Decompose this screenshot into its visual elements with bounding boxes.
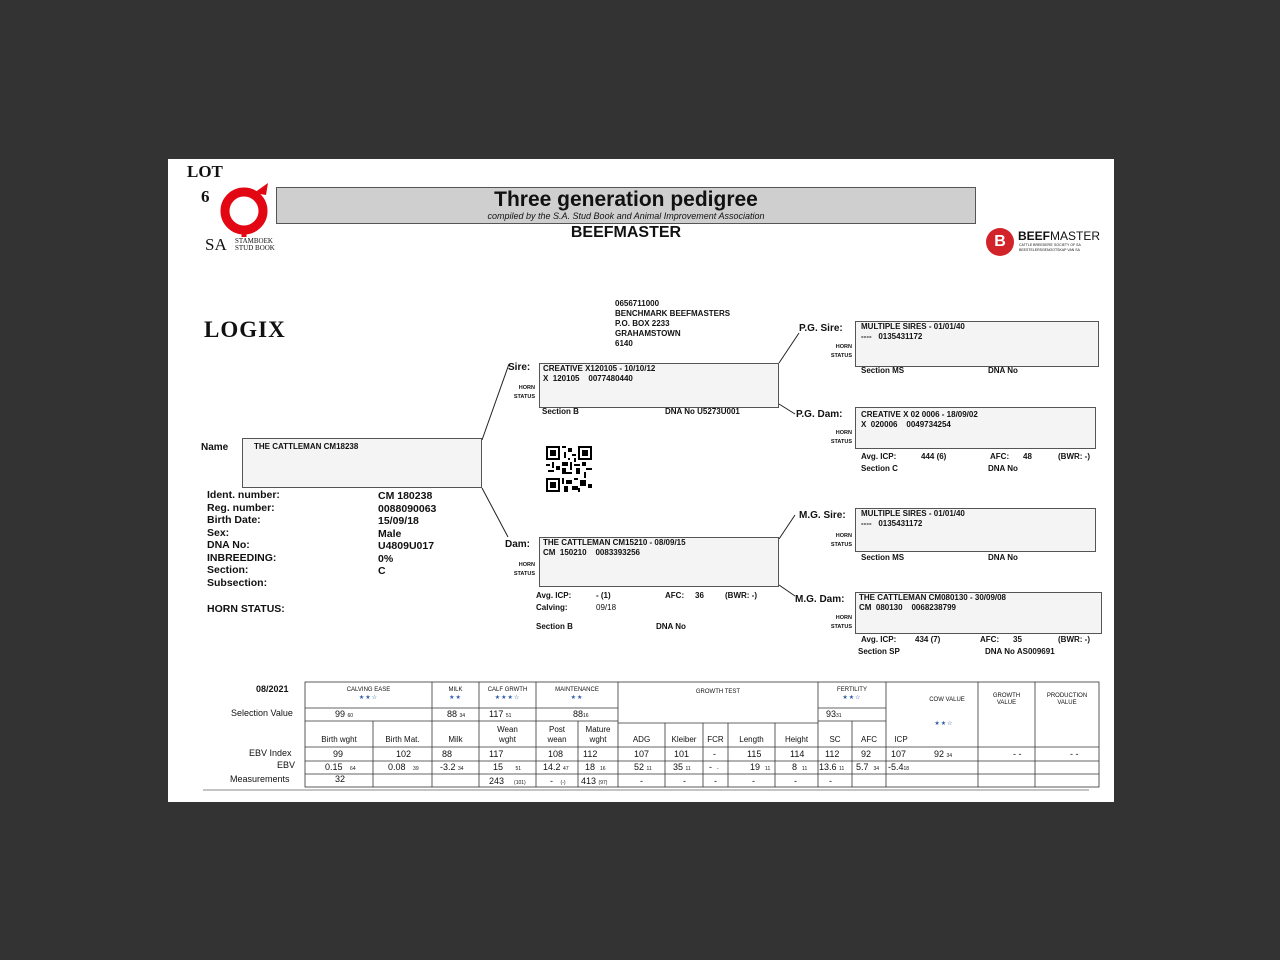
- meas-length: -: [752, 776, 755, 786]
- sire-line1: CREATIVE X120105 - 10/10/12: [543, 364, 656, 373]
- section-label: Section:: [207, 564, 249, 576]
- mg-dam-line2: CM 080130 0068238799: [859, 603, 956, 612]
- breeder-town: GRAHAMSTOWN: [615, 329, 681, 338]
- animal-name-label: Name: [201, 442, 229, 453]
- inbreeding-label: INBREEDING:: [207, 551, 277, 564]
- sa-logo-line1: STAMBOEK: [235, 237, 273, 245]
- ebv-kleiber: 35 11: [673, 762, 691, 772]
- hdr-calving-ease: CALVING EASE: [346, 687, 391, 693]
- pg-dam-section: Section C: [861, 464, 898, 473]
- ebvi-adg: 107: [634, 749, 650, 759]
- pg-sire-dna: DNA No: [988, 366, 1018, 375]
- hdr-calf-growth: CALF GRWTH: [487, 687, 528, 693]
- ebv-mature: 18 16: [585, 762, 606, 772]
- reg-label: Reg. number:: [207, 501, 275, 514]
- mg-dam-afc: 35: [1013, 635, 1022, 644]
- sel-milk: 88 34: [447, 709, 466, 719]
- sa-logo-text: SA: [205, 235, 227, 254]
- pg-sire-line1: MULTIPLE SIRES - 01/01/40: [861, 322, 965, 331]
- col-post-wean: Post wean: [547, 725, 567, 744]
- breed-title: BEEFMASTER: [570, 224, 682, 241]
- hdr-maintenance: MAINTENANCE: [555, 687, 599, 693]
- mg-sire-dna: DNA No: [988, 553, 1018, 562]
- hdr-milk: MILK: [448, 687, 463, 693]
- sex-label: Sex:: [207, 526, 230, 539]
- dam-bwr: (BWR: -): [725, 591, 757, 600]
- page-title: Three generation pedigree: [494, 188, 758, 211]
- ebvi-length: 115: [747, 749, 762, 759]
- ebvi-milk: 88: [442, 749, 453, 759]
- mg-dam-afc-label: AFC:: [980, 635, 1000, 644]
- meas-adg: -: [640, 776, 643, 786]
- hdr-growth-test: GROWTH TEST: [695, 689, 741, 695]
- col-sc: SC: [829, 735, 841, 744]
- sel-fertility: 9331: [826, 709, 842, 719]
- col-birth-mat: Birth Mat.: [385, 735, 420, 744]
- meas-post-wean: - (-): [550, 776, 566, 786]
- mg-dam-horn-status: HORN STATUS: [830, 615, 852, 630]
- ebv-afc: 5.7 34: [856, 762, 880, 772]
- mg-sire-label: M.G. Sire:: [799, 510, 846, 521]
- dam-afc-label: AFC:: [665, 591, 685, 600]
- ebv-fcr: - -: [709, 762, 719, 772]
- ebv-adg: 52 11: [634, 762, 652, 772]
- dam-avg-icp: - (1): [596, 591, 611, 600]
- ebvi-wean: 117: [489, 749, 504, 759]
- col-wean-wght: Wean wght: [497, 725, 518, 744]
- pg-sire-section: Section MS: [861, 366, 905, 375]
- sire-label: Sire:: [508, 362, 531, 373]
- breeder-name: BENCHMARK BEEFMASTERS: [615, 309, 731, 318]
- dam-dna: DNA No: [656, 622, 686, 631]
- col-icp: ICP: [894, 735, 908, 744]
- hdr-cow-value: COW VALUE: [929, 697, 965, 703]
- dam-calving: 09/18: [596, 603, 617, 612]
- pg-dam-label: P.G. Dam:: [796, 409, 843, 420]
- col-fcr: FCR: [707, 735, 724, 744]
- meas-mature: 413 (97): [581, 776, 608, 786]
- stars-calf-growth: ★★★☆: [494, 695, 521, 701]
- meas-birth-wght: 32: [335, 774, 346, 784]
- birth-date-label: Birth Date:: [207, 514, 261, 526]
- pg-dam-afc-label: AFC:: [990, 452, 1010, 461]
- pg-dam-bwr: (BWR: -): [1058, 452, 1090, 461]
- col-milk: Milk: [448, 735, 463, 744]
- meas-kleiber: -: [683, 776, 686, 786]
- col-birth-wght: Birth wght: [321, 735, 357, 744]
- mg-dam-bwr: (BWR: -): [1058, 635, 1090, 644]
- mg-dam-dna: DNA No AS009691: [985, 647, 1055, 656]
- ebv-height: 8 11: [792, 762, 808, 772]
- ebv-milk: -3.2 34: [440, 762, 464, 772]
- hdr-production-value: PRODUCTION VALUE: [1046, 693, 1088, 706]
- lot-label: LOT: [187, 162, 223, 181]
- animal-name: THE CATTLEMAN CM18238: [254, 442, 359, 451]
- mg-sire-horn-status: HORN STATUS: [830, 533, 852, 548]
- mg-sire-section: Section MS: [861, 553, 905, 562]
- beefmaster-tag1: CATTLE BREEDERS' SOCIETY OF SA: [1019, 243, 1081, 247]
- ebv-sc: 13.6 11: [819, 762, 845, 772]
- hdr-fertility: FERTILITY: [837, 687, 867, 693]
- stars-fertility: ★★☆: [842, 695, 862, 701]
- beefmaster-logo-bold: BEEF: [1018, 229, 1051, 243]
- ebvi-production-value: - -: [1070, 749, 1079, 759]
- inbreeding-value: 0%: [378, 552, 394, 565]
- sel-calving-ease: 99 60: [335, 709, 354, 719]
- meas-sc: -: [829, 776, 832, 786]
- page-subtitle: compiled by the S.A. Stud Book and Animal Improvement Association: [487, 211, 765, 221]
- dna-value: U4809U017: [378, 540, 435, 552]
- table-date: 08/2021: [256, 684, 289, 694]
- col-adg: ADG: [632, 735, 651, 744]
- measurements-label: Measurements: [230, 774, 290, 784]
- ident-label: Ident. number:: [207, 489, 280, 501]
- dam-line1: THE CATTLEMAN CM15210 - 08/09/15: [543, 538, 686, 547]
- birth-date-value: 15/09/18: [378, 515, 419, 527]
- ebv-label: EBV: [277, 760, 296, 770]
- ebv-post-wean: 14.2 47: [543, 762, 569, 772]
- ebv-length: 19 11: [750, 762, 771, 772]
- pedigree-document: [168, 159, 1114, 802]
- subsection-label: Subsection:: [207, 576, 268, 589]
- sel-calf-growth: 117 51: [489, 709, 512, 719]
- ebvi-sc: 112: [825, 749, 840, 759]
- sire-line2: X 120105 0077480440: [543, 374, 633, 383]
- ebvi-height: 114: [790, 749, 805, 759]
- col-height: Height: [784, 735, 809, 744]
- pg-dam-dna: DNA No: [988, 464, 1018, 473]
- pg-sire-horn-status: HORN STATUS: [830, 344, 852, 359]
- stars-milk: ★★: [449, 695, 462, 701]
- mg-sire-line1: MULTIPLE SIRES - 01/01/40: [861, 509, 965, 518]
- breeder-code: 6140: [615, 339, 633, 348]
- beefmaster-logo-light: MASTER: [1050, 229, 1101, 243]
- pg-dam-horn-status: HORN STATUS: [830, 430, 852, 445]
- ebvi-growth-value: - -: [1013, 749, 1022, 759]
- hdr-growth-value: GROWTH VALUE: [992, 693, 1021, 706]
- col-afc: AFC: [861, 735, 877, 744]
- dam-label: Dam:: [505, 539, 531, 550]
- ebv-birth-wght: 0.15 64: [325, 762, 356, 772]
- mg-dam-line1: THE CATTLEMAN CM080130 - 30/09/08: [859, 593, 1007, 602]
- pg-dam-afc: 48: [1023, 452, 1032, 461]
- col-length: Length: [739, 735, 764, 744]
- mg-dam-avg-icp-label: Avg. ICP:: [861, 635, 897, 644]
- dam-avg-icp-label: Avg. ICP:: [536, 591, 572, 600]
- pg-dam-line2: X 020006 0049734254: [861, 420, 951, 429]
- stars-maintenance: ★★: [570, 695, 584, 701]
- ebv-icp: -5.418: [888, 762, 910, 772]
- ebvi-cow-value: 92 34: [934, 749, 953, 759]
- dam-line2: CM 150210 0083393256: [543, 548, 640, 557]
- col-kleiber: Kleiber: [671, 735, 697, 744]
- stars-calving-ease: ★★☆: [358, 695, 379, 701]
- sire-section: Section B: [542, 407, 579, 416]
- sel-maintenance: 8816: [573, 709, 589, 719]
- pg-dam-line1: CREATIVE X 02 0006 - 18/09/02: [861, 410, 978, 419]
- horn-status-label: HORN STATUS:: [207, 603, 285, 615]
- ebv-wean: 15 51: [493, 762, 522, 772]
- ebv-index-label: EBV Index: [249, 748, 292, 758]
- pg-dam-avg-icp-label: Avg. ICP:: [861, 452, 897, 461]
- mg-dam-avg-icp: 434 (7): [915, 635, 941, 644]
- ebvi-afc: 92: [861, 749, 872, 759]
- mg-sire-line2: ---- 0135431172: [861, 519, 923, 528]
- meas-height: -: [794, 776, 797, 786]
- meas-fcr: -: [714, 776, 717, 786]
- breeder-phone: 0656711000: [615, 299, 660, 308]
- ebvi-birth-wght: 99: [333, 749, 344, 759]
- lot-number: 6: [201, 187, 210, 206]
- dam-horn-status: HORN STATUS: [513, 562, 535, 577]
- breeder-box: P.O. BOX 2233: [615, 319, 670, 328]
- stars-cow-value: ★★☆: [934, 721, 954, 727]
- ebv-table-grid: [168, 159, 1114, 802]
- dam-calving-label: Calving:: [536, 603, 568, 612]
- meas-wean: 243 (101): [489, 776, 526, 786]
- beefmaster-logo-icon: B: [986, 228, 1014, 256]
- pg-sire-label: P.G. Sire:: [799, 323, 843, 334]
- ebvi-icp: 107: [891, 749, 907, 759]
- section-value: C: [378, 565, 386, 577]
- ebvi-mature: 112: [583, 749, 598, 759]
- ebv-birth-mat: 0.08 39: [388, 762, 419, 772]
- ebvi-kleiber: 101: [674, 749, 690, 759]
- pg-dam-avg-icp: 444 (6): [921, 452, 947, 461]
- dam-afc: 36: [695, 591, 704, 600]
- ebvi-birth-mat: 102: [396, 749, 412, 759]
- mg-dam-label: M.G. Dam:: [795, 594, 845, 605]
- dna-label: DNA No:: [207, 539, 250, 551]
- sex-value: Male: [378, 527, 402, 540]
- pg-sire-line2: ---- 0135431172: [861, 332, 923, 341]
- beefmaster-tag2: BEESTELERSGENOOTSKAP VAN SA: [1019, 248, 1080, 252]
- ebvi-post-wean: 108: [548, 749, 564, 759]
- reg-value: 0088090063: [378, 502, 437, 515]
- selection-value-label: Selection Value: [231, 708, 293, 718]
- col-mature-wght: Mature wght: [585, 725, 611, 744]
- dam-section: Section B: [536, 622, 573, 631]
- mg-dam-section: Section SP: [858, 647, 900, 656]
- ident-value: CM 180238: [378, 490, 433, 502]
- sire-dna: DNA No U5273U001: [665, 407, 740, 416]
- sa-logo-line2: STUD BOOK: [235, 244, 275, 252]
- logix-logo: LOGIX: [204, 317, 286, 342]
- ebvi-fcr: -: [713, 749, 716, 759]
- sire-horn-status: HORN STATUS: [513, 385, 535, 400]
